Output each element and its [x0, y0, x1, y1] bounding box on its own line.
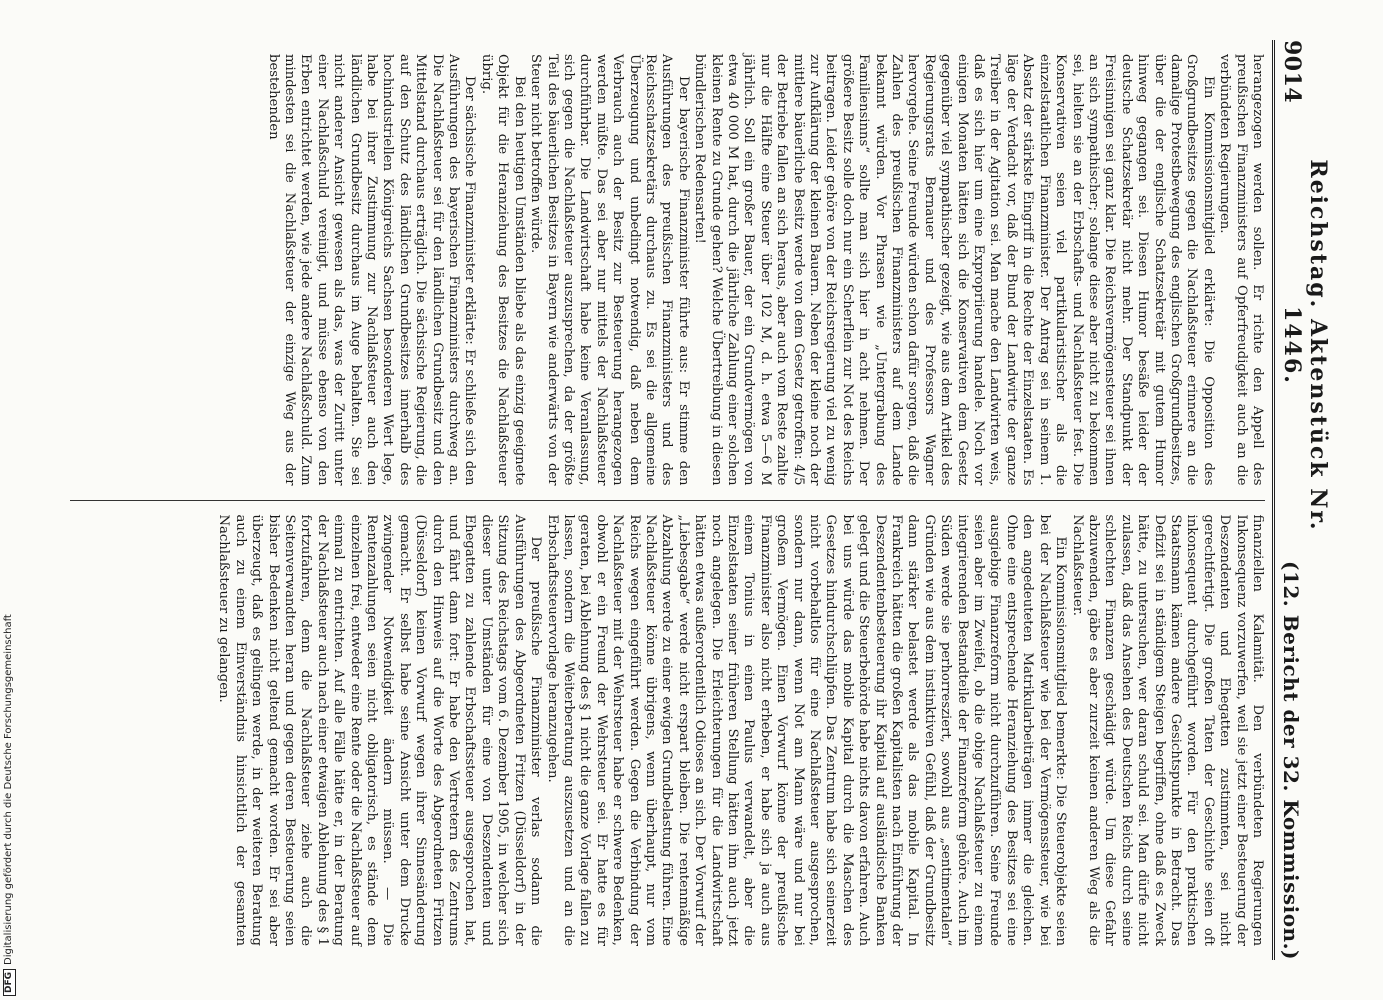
section-title: (12. Bericht der 32. Kommission.) [1279, 561, 1303, 960]
text-columns [70, 40, 1265, 960]
paragraph: Ein Kommissionsmitglied bemerkte: Die Steuerobjekte seien bei der Nachlaßsteuer wie bei der Vermögenssteuer, wie bei den angedeuteten Matrikularbeiträgen immer die gleichen. Ohne eine entsprechende Heranziehung des Besitzes sei eine ausgiebige Finanzreform nicht durchzuführen. Seine Freunde seien aber im Zweifel, ob die obige Nachlaßsteuer zu einem integrierenden Bestandteile der Finanzreform gehöre. Auch im Süden werde sie perhorresziert, sowohl aus „sentimentalen“ Gründen wie aus dem instinktiven Gefühl, daß der Grundbesitz dann stärker belastet werde als das mobile Kapital. In Frankreich hätten die großen Kapitalisten nach Einführung der Deszendentenbesteuerung ihr Kapital auf ausländische Banken gelegt und die Steuerbehörde habe nichts davon erfahren. Auch bei uns würde das mobile Kapital durch die Maschen des Gesetzes hindurchschlüpfen. Das Zentrum habe sich seinerzeit nicht vorbehaltlos für eine Nachlaßsteuer ausgesprochen, sondern nur dann, wenn Not am Mann wäre und nur bei großem Vermögen. Einen Vorwurf könne der preußische Finanzminister also nicht erheben, er habe sich ja auch aus einem Tonius in einen Paulus verwandelt, aber die Einzelstaaten seiner früheren Stellung hätten ihm auch jetzt noch angelegen. Die Erleichterungen für die Landwirtschaft hätten etwas außerordentlich Odioses an sich. Der Vorwurf der „Liebesgabe“ werde nicht erspart bleiben. Die rentenmäßige Abzahlung werde zu einer ewigen Grundbelastung führen. Eine Nachlaßsteuer könne übrigens, wenn überhaupt, nur vom Reichs wegen eingeführt werden. Gegen die Verbindung der Nachlaßsteuer mit der Wehrsteuer habe er schwere Bedenken, obwohl er ein Freund der Wehrsteuer sei. Er hatte es für geraten, bei Ablehnung des § 1 nicht die ganze Vorlage fallen zu lassen, sondern die Weiterberatung auszusetzen und an die Erbschaftssteuervorlage heranzugehen. [544, 514, 1069, 946]
page-number: 9014 [1279, 40, 1305, 104]
funding-note: Digitalisierung gefördert durch die Deutsche Forschungsgemeinschaft [3, 614, 14, 965]
paragraph: Der bayerische Finanzminister führte aus: Er stimme den Ausführungen des preußischen Finanzministers und des Reichsschatzsekretärs durchaus zu. Es sei die allgemeine Überzeugung und unbedingt notwendig, daß neben dem Verbrauch auch der Besitz zur Besteuerung herangezogen werden müßte. Das sei aber nur mittels der Nachlaßsteuer durchführbar. Die Landwirtschaft habe keine Veranlassung, sich gegen die Nachlaßsteuer auszusprechen, da der größte Teil des bäuerlichen Besitzes in Bayern wie anderwärts von der Steuer nicht betroffen würde. [528, 54, 691, 486]
paragraph: Der sächsische Finanzminister erklärte: Er schließe sich den Ausführungen des bayerischen Finanzministers durchweg an. Die Nachlaßsteuer sei für den ländlichen Grundbesitz und den Mittelstand durchaus erträglich. Die sächsische Regierung, die auf den Schutz des ländlichen Grundbesitzes innerhalb des hochindustriellen Königreichs Sachsen besonderen Wert lege, habe bei ihrer Zustimmung zur Nachlaßsteuer auch den ländlichen Grundbesitz durchaus im Auge behalten. Sie sei nicht anderer Ansicht gewesen als das, was der Zuritt unter einer Nachlaßschuld vereinigt, und müsse ebenso von den Erben entrichtet werden, wie jede andere Nachlaßschuld. Zum mindesten sei die Nachlaßsteuer der einzige Weg aus der bestehenden [265, 54, 478, 486]
page-content [70, 40, 1331, 960]
paragraph: Ein Kommissionsmitglied erklärte: Die Opposition des Großgrundbesitzes gegen die Nachlaßsteuer erinnere an die damalige Protestbewegung des englischen Großgrundbesitzes, über die der englische Schatzsekretär mit gutem Humor hinweg gegangen sei. Diesen Humor besäße leider der deutsche Schatzsekretär nicht mehr. Der Standpunkt der Freisinnigen sei ganz klar. Die Reichsvermögensteuer sei ihnen an sich sympathischer; solange diese aber nicht zu bekommen sei, hielten sie an der Erbschafts- und Nachlaßsteuer fest. Die Konservativen seien viel partikularistischer als die einzelstaatlichen Finanzminister. Der Antrag sei in seinem 1. Absatz der stärkste Eingriff in die Rechte der Einzelstaaten. Es läge der Verdacht vor, daß der Bund der Landwirte der ganze Treiber in der Agitation sei. Man mache den Landwirten weis, daß es sich hier um eine Expropriierung handele. Noch vor einigen Monaten hätten sich die Konservativen dem Gesetz gegenüber viel sympathischer gezeigt, wie aus dem Artikel des Regierungsrats Bernauer und des Professors Wagner hervorgehe. Seine Freunde würden schon dafür sorgen, daß die Zahlen des preußischen Finanzministers auf dem Lande bekannt würden. Vor Phrasen wie „Untergrabung des Familiensinns“ sollte man sich hier in acht nehmen. Der größere Besitz solle doch nur ein Scherflein zur Not des Reichs beitragen. Leider gehöre von der Reichsregierung viel zu wenig zur Aufklärung der kleinen Bauern. Neben der kleine noch der mittlere bäuerliche Besitz werde von dem Gesetz getroffen: 4/5 der Betriebe fallen an sich heraus, aber auch vom Reste zahlte nur die Hälfte eine Steuer über 102 M, d. h. etwa 5—6 M jährlich. Soll ein großer Bauer, der ein Grundvermögen von etwa 40 000 M hat, durch die jährliche Zahlung einer solchen kleinen Rente zu Grunde gehen? Welche Übertreibung in diesen bündlerischen Redensarten! [692, 54, 1216, 486]
running-title: Reichstag. Aktenstück Nr. 1446. [1279, 159, 1331, 532]
left-column [70, 40, 1265, 500]
paragraph: herangezogen werden sollen. Er richte den Appell des preußischen Finanzministers auf Opferfreudigkeit auch an die verbündeten Regierungen. [1217, 54, 1265, 486]
dfg-logo: DFG [3, 969, 16, 996]
paragraph: finanziellen Kalamität. Den verbündeten Regierungen Inkonsequenz vorzuwerfen, weil sie jetzt einer Besteuerung der Deszendenten und Ehegatten zustimmten, sei nicht gerechtfertigt. Die großen Taten der Geschichte seien oft inkonsequent durchgeführt worden. Für den praktischen Staatsmann kämen andere Gesichtspunkte in Betracht. Das Defizit sei in ständigem Steigen begriffen, ohne daß es Zweck hätte, zu untersuchen, wer daran schuld sei. Man dürfe nicht zulassen, daß das Ansehen des Deutschen Reichs durch seine schlechten Finanzen geschädigt würde. Um diese Gefahr abzuwenden, gäbe es aber zurzeit keinen anderen Weg als die Nachlaßsteuer. [1069, 514, 1265, 946]
paragraph: Bei den heutigen Umständen bliebe als das einzig geeignete Objekt für die Heranziehung des Besitzes die Nachlaßsteuer übrig. [478, 54, 527, 486]
right-column [70, 500, 1265, 961]
funding-stamp [2, 604, 16, 996]
paragraph: Der preußische Finanzminister verlas sodann die Ausführungen des Abgeordneten Fritzen (Düsseldorf) in der Sitzung des Reichstags vom 6. Dezember 1905, in welcher sich dieser unter Umständen für eine von Deszendenten und Ehegatten zu zahlende Erbschaftssteuer ausgesprochen hat, und fährt dann fort: Er habe den Vertretern des Zentrums durch den Hinweis auf die Worte des Abgeordneten Fritzen (Düsseldorf) keinen Vorwurf wegen ihrer Sinnesänderung gemacht. Er selbst habe seine Ansicht unter dem Drucke zwingender Notwendigkeit ändern müssen. — Die Rentenzahlungen seien nicht obligatorisch, es stände dem einzelnen frei, entweder eine Rente oder die Nachlaßsteuer auf einmal zu entrichten. Auf alle Fälle hätte er, in der Beratung der Nachlaßsteuer auch nach einer etwaigen Ablehnung des § 1 fortzufahren, denn die Nachlaßsteuer ziehe auch die Seitenverwandten heran und gegen deren Besteuerung seien bisher Bedenken nicht geltend gemacht worden. Er sei aber überzeugt, daß es gelingen werde, in der weiteren Beratung auch zu einem Einverständnis hinsichtlich der gesamten Nachlaßsteuer zu gelangen. [216, 514, 544, 946]
page-header [1272, 40, 1331, 960]
